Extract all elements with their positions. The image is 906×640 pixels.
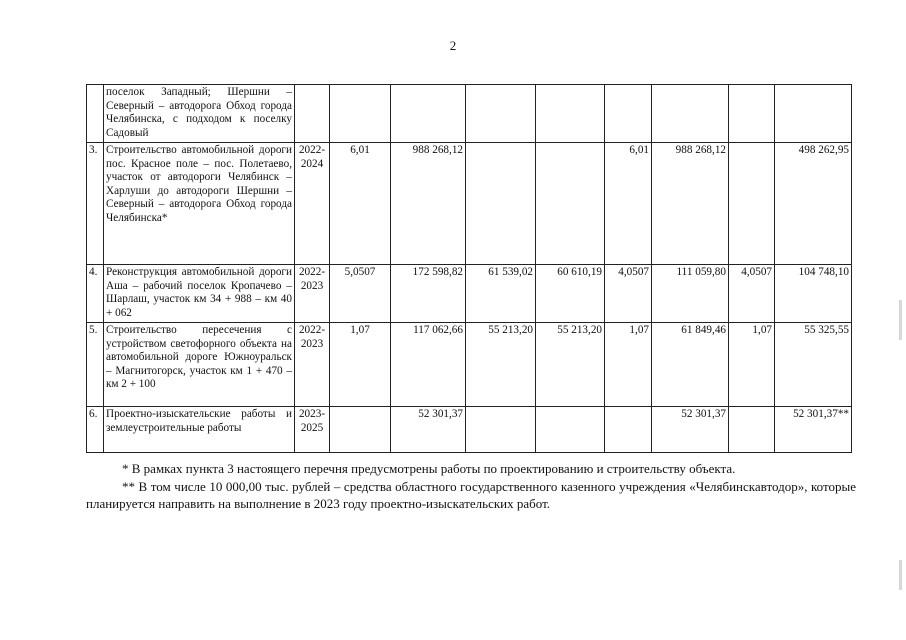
- value-col-2-cell: 117 062,66: [391, 323, 466, 407]
- years-cell: 2022-2023: [295, 265, 330, 323]
- years-cell: 2022-2024: [295, 143, 330, 265]
- value-col-3-cell: [466, 407, 536, 453]
- value-col-1-cell: 5,0507: [330, 265, 391, 323]
- value-col-5-cell: [605, 85, 652, 143]
- page-number: 2: [449, 38, 457, 53]
- object-name-text: Строительство пересечения с устройством светофорного объекта на автомобильной дороге Южноуральск – Магнитогорск, участок км 1 + 470 – км 2 + 100: [106, 324, 292, 391]
- value-col-4-cell: 60 610,19: [536, 265, 605, 323]
- value-col-8-cell: [775, 85, 852, 143]
- value-col-5-cell: 4,0507: [605, 265, 652, 323]
- value-col-1-cell: [330, 407, 391, 453]
- value-col-4-cell: [536, 143, 605, 265]
- object-name-text: поселок Западный; Шершни – Северный – автодорога Обход города Челябинска, с подходом к поселку Садовый: [106, 86, 292, 139]
- value-col-7-cell: 1,07: [729, 323, 775, 407]
- object-name-cell: [104, 85, 295, 143]
- years-cell: 2022-2023: [295, 323, 330, 407]
- value-col-4-cell: [536, 407, 605, 453]
- value-col-5-cell: 6,01: [605, 143, 652, 265]
- footnote-2: ** В том числе 10 000,00 тыс. рублей – средства областного государственного казенного учреждения «Челябинскавтодор», которые планируется направить на выполнение в 2023 году проектно-изыскательских работ.: [86, 478, 856, 511]
- value-col-8-cell: 498 262,95: [775, 143, 852, 265]
- row-number-cell: 4.: [87, 265, 104, 323]
- value-col-7-cell: [729, 143, 775, 265]
- table-row: [87, 143, 852, 265]
- value-col-2-cell: [391, 85, 466, 143]
- table-row: [87, 265, 852, 323]
- row-number-cell: 6.: [87, 407, 104, 453]
- years-cell: [295, 85, 330, 143]
- value-col-7-cell: [729, 85, 775, 143]
- table-row: [87, 85, 852, 143]
- value-col-6-cell: 52 301,37: [652, 407, 729, 453]
- value-col-6-cell: 61 849,46: [652, 323, 729, 407]
- value-col-1-cell: [330, 85, 391, 143]
- value-col-7-cell: 4,0507: [729, 265, 775, 323]
- value-col-6-cell: [652, 85, 729, 143]
- value-col-8-cell: 52 301,37**: [775, 407, 852, 453]
- value-col-4-cell: 55 213,20: [536, 323, 605, 407]
- value-col-8-cell: 55 325,55: [775, 323, 852, 407]
- value-col-3-cell: 55 213,20: [466, 323, 536, 407]
- value-col-3-cell: [466, 85, 536, 143]
- footnote-1: * В рамках пункта 3 настоящего перечня предусмотрены работы по проектированию и строительству объекта.: [122, 461, 736, 476]
- scan-edge-mark: [899, 300, 902, 340]
- value-col-3-cell: [466, 143, 536, 265]
- object-name-cell: [104, 323, 295, 407]
- value-col-2-cell: 988 268,12: [391, 143, 466, 265]
- value-col-4-cell: [536, 85, 605, 143]
- value-col-3-cell: 61 539,02: [466, 265, 536, 323]
- value-col-6-cell: 988 268,12: [652, 143, 729, 265]
- scan-edge-mark: [899, 560, 902, 590]
- value-col-5-cell: [605, 407, 652, 453]
- value-col-7-cell: [729, 407, 775, 453]
- value-col-8-cell: 104 748,10: [775, 265, 852, 323]
- value-col-1-cell: 1,07: [330, 323, 391, 407]
- object-name-text: Проектно-изыскательские работы и землеустроительные работы: [106, 408, 292, 434]
- row-number-cell: [87, 85, 104, 143]
- value-col-1-cell: 6,01: [330, 143, 391, 265]
- years-cell: 2023-2025: [295, 407, 330, 453]
- row-number-cell: 5.: [87, 323, 104, 407]
- object-name-text: Реконструкция автомобильной дороги Аша – рабочий поселок Кропачево – Шарлаш, участок км 34 + 988 – км 40 + 062: [106, 266, 292, 319]
- value-col-5-cell: 1,07: [605, 323, 652, 407]
- value-col-6-cell: 111 059,80: [652, 265, 729, 323]
- object-name-cell: [104, 265, 295, 323]
- objects-table: [86, 84, 852, 453]
- row-number-cell: 3.: [87, 143, 104, 265]
- object-name-cell: [104, 407, 295, 453]
- table-row: [87, 323, 852, 407]
- value-col-2-cell: 52 301,37: [391, 407, 466, 453]
- value-col-2-cell: 172 598,82: [391, 265, 466, 323]
- table-row: [87, 407, 852, 453]
- object-name-cell: [104, 143, 295, 265]
- object-name-text: Строительство автомобильной дороги пос. Красное поле – пос. Полетаево, участок от автодороги Челябинск – Харлуши до автодороги Шершни – Северный – автодорога Обход города Челябинска*: [106, 144, 292, 224]
- footnotes: [86, 460, 856, 513]
